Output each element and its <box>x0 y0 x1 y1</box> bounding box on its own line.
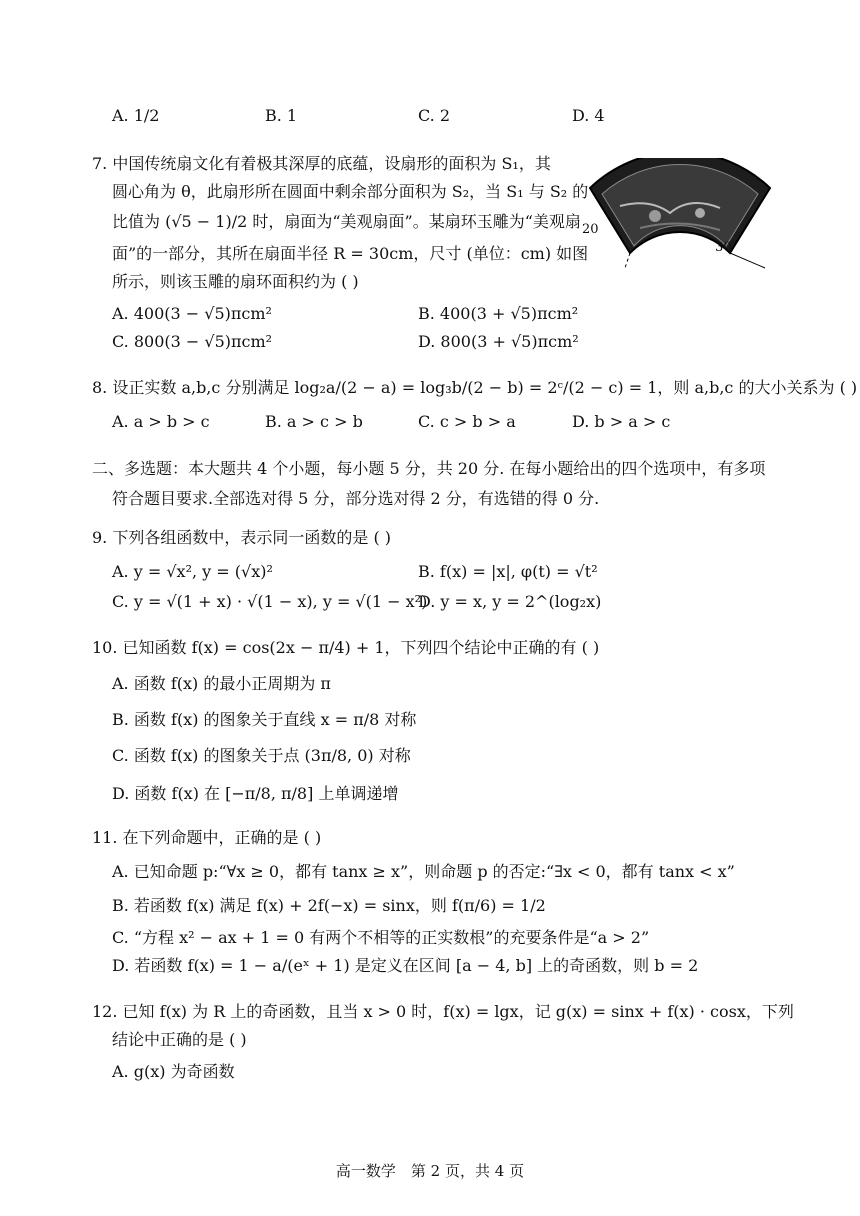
q12-line-2: 结论中正确的是 ( ) <box>112 1030 247 1049</box>
q11-option-a: A. 已知命题 p:“∀x ≥ 0，都有 tanx ≥ x”，则命题 p 的否定:“∃x < 0，都有 tanx < x” <box>112 862 735 881</box>
q6-option-c: C. 2 <box>418 106 451 125</box>
q7-line-2: 圆心角为 θ，此扇形所在圆面中剩余部分面积为 S₂，当 S₁ 与 S₂ 的 <box>112 182 589 201</box>
q7-line-4: 面”的一部分，其所在扇面半径 R = 30cm，尺寸 (单位：cm) 如图 <box>112 244 589 263</box>
fan-jade-icon <box>580 158 780 288</box>
q7-line-3: 比值为 (√5 − 1)/2 时，扇面为“美观扇面”。某扇环玉雕为“美观扇 <box>112 212 581 231</box>
q9-option-c: C. y = √(1 + x) · √(1 − x), y = √(1 − x²) <box>112 592 428 611</box>
q7-option-b: B. 400(3 + √5)πcm² <box>418 304 579 323</box>
q10-stem: 10. 已知函数 f(x) = cos(2x − π/4) + 1，下列四个结论中正确的有 ( ) <box>92 638 600 657</box>
q7-option-d: D. 800(3 + √5)πcm² <box>418 332 579 351</box>
q9-stem: 9. 下列各组函数中，表示同一函数的是 ( ) <box>92 528 392 547</box>
page-footer: 高一数学 第 2 页，共 4 页 <box>335 1162 525 1180</box>
q11-option-c: C. “方程 x² − ax + 1 = 0 有两个不相等的正实数根”的充要条件是“a > 2” <box>112 928 650 947</box>
q12-option-a: A. g(x) 为奇函数 <box>112 1062 235 1081</box>
q12-line-1: 12. 已知 f(x) 为 R 上的奇函数，且当 x > 0 时，f(x) = lgx，记 g(x) = sinx + f(x) · cosx，下列 <box>92 1002 794 1021</box>
q6-option-b: B. 1 <box>265 106 298 125</box>
section2-line-1: 二、多选题：本大题共 4 个小题，每小题 5 分，共 20 分. 在每小题给出的四个选项中，有多项 <box>92 459 766 478</box>
q9-option-a: A. y = √x², y = (√x)² <box>112 562 273 581</box>
q7-option-a: A. 400(3 − √5)πcm² <box>112 304 272 323</box>
q11-stem: 11. 在下列命题中，正确的是 ( ) <box>92 828 322 847</box>
q11-option-d: D. 若函数 f(x) = 1 − a/(eˣ + 1) 是定义在区间 [a − 4, b] 上的奇函数，则 b = 2 <box>112 956 699 975</box>
q9-option-d: D. y = x, y = 2^(log₂x) <box>418 592 602 611</box>
q10-option-a: A. 函数 f(x) 的最小正周期为 π <box>112 674 331 693</box>
q8-option-b: B. a > c > b <box>265 412 363 431</box>
q10-option-c: C. 函数 f(x) 的图象关于点 (3π/8, 0) 对称 <box>112 746 411 765</box>
section2-line-2: 符合题目要求.全部选对得 5 分，部分选对得 2 分，有选错的得 0 分. <box>112 489 600 508</box>
q6-option-d: D. 4 <box>572 106 605 125</box>
fan-figure <box>580 158 780 288</box>
q8-option-d: D. b > a > c <box>572 412 671 431</box>
q7-option-c: C. 800(3 − √5)πcm² <box>112 332 273 351</box>
figure-label-30: 30 <box>715 240 732 255</box>
figure-label-20: 20 <box>582 222 599 237</box>
q8-option-c: C. c > b > a <box>418 412 516 431</box>
q8-option-a: A. a > b > c <box>112 412 210 431</box>
q6-option-a: A. 1/2 <box>112 106 160 125</box>
q7-line-5: 所示，则该玉雕的扇环面积约为 ( ) <box>112 272 359 291</box>
q9-option-b: B. f(x) = |x|, φ(t) = √t² <box>418 562 598 581</box>
q10-option-b: B. 函数 f(x) 的图象关于直线 x = π/8 对称 <box>112 710 417 729</box>
q10-option-d: D. 函数 f(x) 在 [−π/8, π/8] 上单调递增 <box>112 784 399 803</box>
q11-option-b: B. 若函数 f(x) 满足 f(x) + 2f(−x) = sinx，则 f(π/6) = 1/2 <box>112 896 546 915</box>
q8-stem: 8. 设正实数 a,b,c 分别满足 log₂a/(2 − a) = log₃b/(2 − b) = 2ᶜ/(2 − c) = 1，则 a,b,c 的大小关系为 ( ) <box>92 378 858 397</box>
q7-line-1: 7. 中国传统扇文化有着极其深厚的底蕴，设扇形的面积为 S₁，其 <box>92 154 551 173</box>
